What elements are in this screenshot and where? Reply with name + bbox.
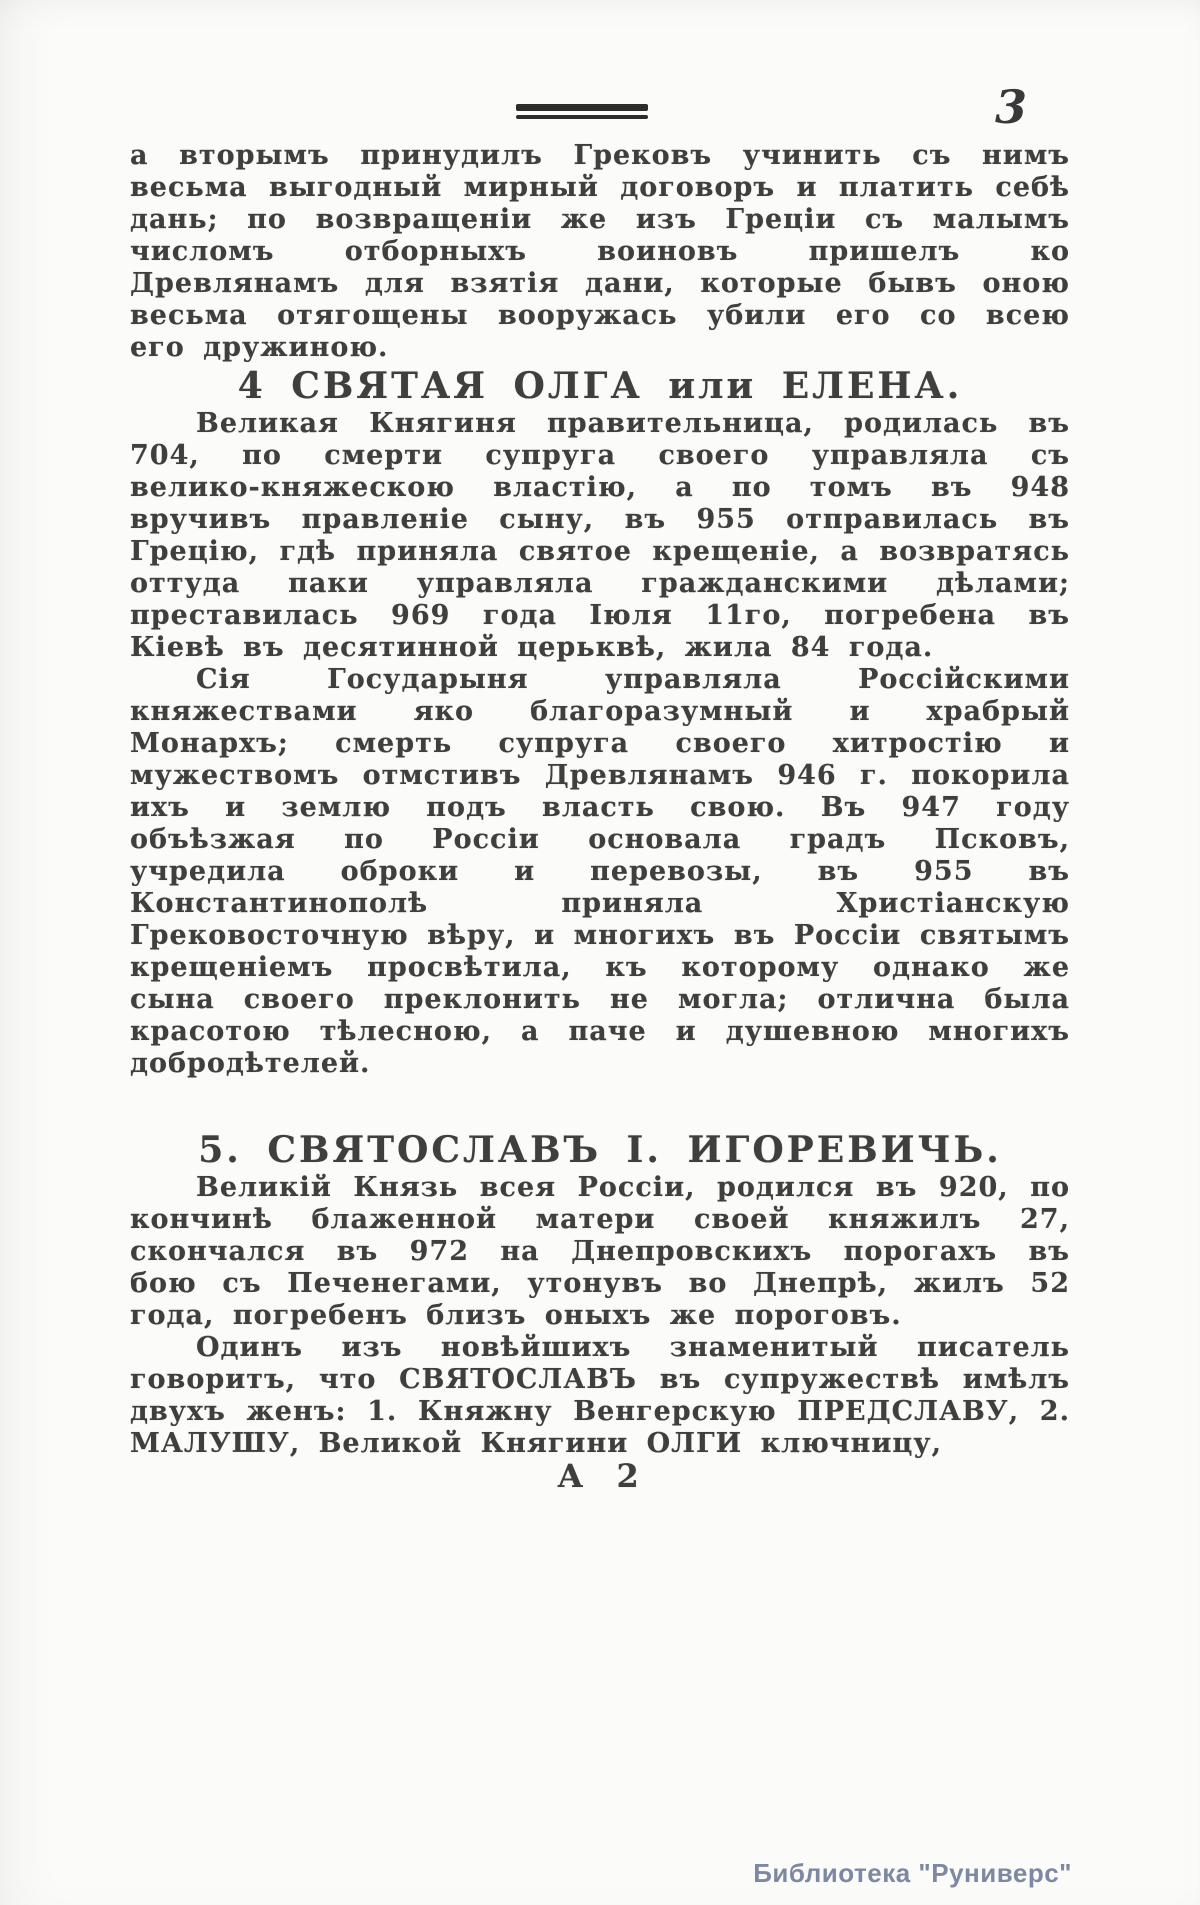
section-svyatoslav-paragraph-2: Одинъ изъ новѣйшихъ знаменитый писатель говоритъ, что СВЯТОСЛАВЪ въ супружествѣ имѣлъ двухъ женъ: 1. Княжну Венгерскую ПРЕДСЛАВУ, 2. МАЛУШУ, Великой Княгини ОЛГИ ключницу, [130, 1332, 1070, 1459]
section-olga-paragraph-2: Сія Государыня управляла Россійскими княжествами яко благоразумный и храбрый Монархъ; смерть супруга своего хитростію и мужествомъ отмстивъ Древлянамъ 946 г. покорила ихъ и землю подъ власть свою. Въ 947 году объѣзжая по Россіи основала градъ Псковъ, учредила оброки и перевозы, въ 955 въ Константинополѣ приняла Христіанскую Грековосточную вѣру, и многихъ въ Россіи святымъ крещеніемъ просвѣтила, къ которому однако же сына своего преклонить не могла; отлична была красотою тѣлесною, а паче и душевною многихъ добродѣтелей. [130, 664, 1070, 1079]
section-svyatoslav-paragraph-1: Великій Князь всея Россіи, родился въ 920, по кончинѣ блаженной матери своей княжилъ 27, скончался въ 972 на Днепровскихъ порогахъ въ бою съ Печенегами, утонувъ во Днепрѣ, жилъ 52 года, погребенъ близъ оныхъ же пороговъ. [130, 1172, 1070, 1331]
section-heading-olga: 4 СВЯТАЯ ОЛГА или ЕЛЕНА. [237, 365, 963, 407]
decorative-double-rule [516, 104, 648, 119]
rule-bar-thin [516, 115, 648, 119]
section-heading-svyatoslav: 5. СВЯТОСЛАВЪ I. ИГОРЕВИЧЬ. [198, 1129, 1002, 1171]
signature-mark: А 2 [557, 1457, 643, 1495]
page-number: 3 [995, 80, 1028, 134]
text-column [130, 140, 1070, 1495]
opening-paragraph: а вторымъ принудилъ Грековъ учинить съ нимъ весьма выгодный мирный договоръ и платить себѣ дань; по возвращеніи же изъ Греціи съ малымъ числомъ отборныхъ воиновъ пришелъ ко Древлянамъ для взятія дани, которые бывъ оною весьма отягощены вооружась убили его со всею его дружиною. [130, 140, 1070, 363]
section-olga-paragraph-1: Великая Княгиня правительница, родилась въ 704, по смерти супруга своего управляла съ велико-княжескою властію, а по томъ въ 948 вручивъ правленіе сыну, въ 955 отправилась въ Грецію, гдѣ приняла святое крещеніе, а возвратясь оттуда паки управляла гражданскими дѣлами; преставилась 969 года Іюля 11го, погребена въ Кіевѣ въ десятинной церьквѣ, жила 84 года. [130, 408, 1070, 663]
rule-bar-thick [516, 104, 648, 111]
library-watermark: Библиотека "Руниверс" [753, 1858, 1072, 1888]
